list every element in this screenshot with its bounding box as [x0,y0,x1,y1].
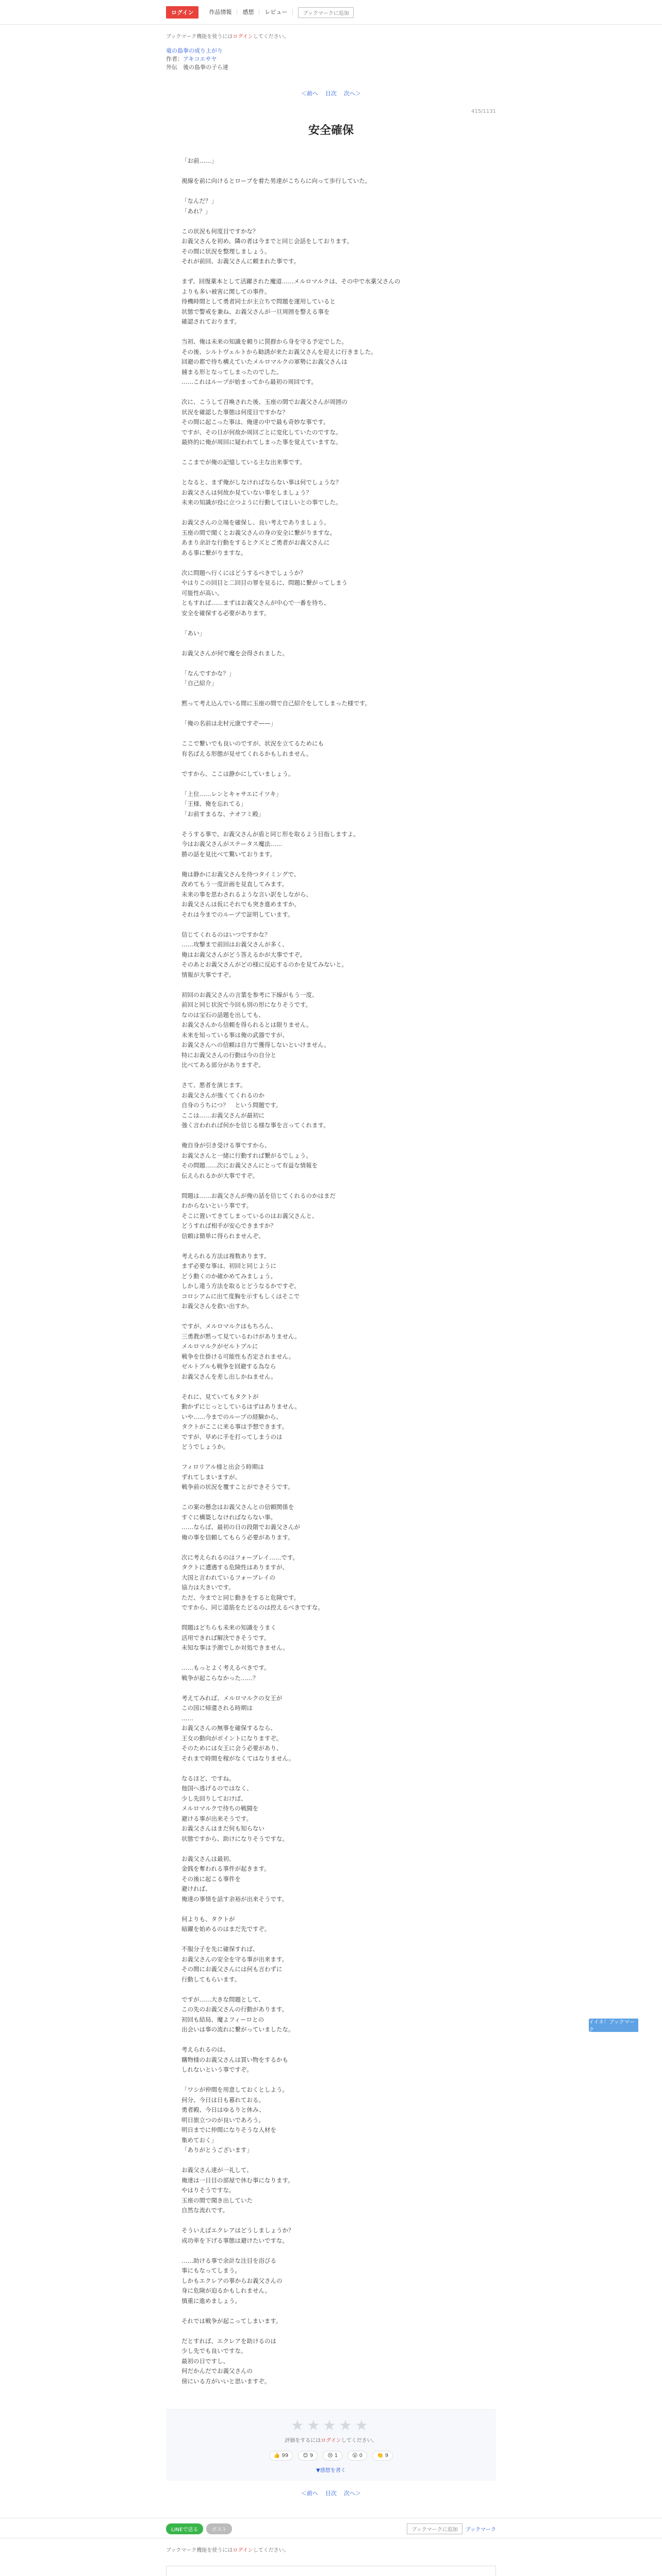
add-bookmark-button[interactable]: ブックマークに追加 [298,7,353,18]
body-line: コロシアムに出て度胸を示すもしくはそこで [181,1292,300,1300]
body-line: 金銭を奪われる事件が起きます。 [181,1865,270,1872]
body-line: 未来の事を思わされるような言い訳をしながら、 [181,890,312,898]
body-line: となると、まず俺がしなければならない事は何でしょうな？ [181,479,342,486]
body-line: 黙って考え込んでいる間に玉座の間で自己紹介をしてしまった様です。 [181,700,371,707]
body-line [181,1543,481,1553]
body-line: 俺達の事情を話す余裕が出来そうです。 [181,1895,288,1903]
author-link[interactable]: アキコエサヤ [183,56,217,62]
body-line: やはりそうですな。 [181,2187,235,2194]
body-line: 情報が大事ですぞ。 [181,971,235,978]
body-line: お義父さんへの信頼は自力で獲得しないといけません。 [181,1041,330,1048]
body-line: どうでしょうか。 [181,1443,229,1450]
body-line [181,2075,481,2086]
share-bar [0,2518,662,2538]
body-line: ……攻撃まで前回はお義父さんが多く、 [181,941,288,948]
side-bookmark-button[interactable]: イイネ！ブックマーク [589,2019,638,2032]
body-line: お義父さんと一緒に行動すれば繋がるでしょう。 [181,1151,312,1159]
body-line: 戦争が起こらなかった……？ [181,1674,259,1682]
body-line: 大国と言われているフォーブレイの [181,1573,275,1581]
body-line: ですから、ここは静かにしていましょう。 [181,770,294,777]
body-line: 視線を前に向けるとローブを着た男達がこちらに向って歩行していた。 [181,177,371,184]
rating-note-prefix: 評価をするには [285,2438,321,2444]
body-line: 信頼は簡単に得られませんぞ。 [181,1232,264,1240]
body-line [181,819,481,829]
body-line: タクトに遭遇する危険性はありますが、 [181,1564,288,1571]
rating-login-link[interactable]: ログイン [321,2438,341,2444]
body-line: ですが、早めに手を打ってしまうのは [181,1433,283,1440]
body-line: お義父さんの立場を確保し、良い考えでありましょう。 [181,519,330,526]
reviews-box [166,2566,496,2576]
body-line: ただ、今までと同じ動きをすると危険です。 [181,1594,300,1601]
rating-box [166,2409,496,2481]
body-line: お義父さんを初め、隣の者は今までと同じ会話をしております。 [181,238,353,245]
body-line: ずれてしまいますが、 [181,1473,241,1481]
body-line: 次に考えられるのはフォーブレイ……です。 [181,1553,299,1561]
body-line [181,1935,481,1945]
body-line: この国に帰還される時期は [181,1704,253,1711]
body-line: ……これはループが始まってから最初の周回です。 [181,378,318,385]
body-line: 勝の話を見比べて驚いております。 [181,850,276,858]
body-line: 「お前……」 [181,157,217,164]
prev-link[interactable]: ＜前へ [301,90,318,97]
body-line: 少し先でも良いですな。 [181,2347,247,2354]
body-line: ここまでが俺の記憶している主な出来事です。 [181,459,306,466]
bookmark-note-suffix: してください。 [253,34,289,40]
body-line: なるほど、ですね。 [181,1774,235,1782]
nav-work-info[interactable]: 作品情報 [204,9,237,15]
body-line: ある事に繋がりますな。 [181,549,247,556]
reaction-smile[interactable]: 😊 9 [298,2451,318,2461]
page-number: 415/1131 [471,109,496,114]
body-line: 「王様、俺を忘れてる」 [181,800,247,807]
body-line [181,1613,481,1623]
body-line: フィロリアル様と出会う時期は [181,1463,264,1470]
body-line: 事にもなってしまう。 [181,2267,241,2274]
next-link[interactable]: 次へ＞ [344,90,361,97]
body-line: お義父さんが何で魔を会得されました。 [181,649,288,657]
body-line: 傍にいる方がいいと思いますぞ。 [181,2377,271,2385]
line-share-button[interactable]: LINEで送る [166,2523,203,2534]
body-line: 強く言われれば何かを信じる様な事を言ってくれます。 [181,1122,329,1129]
body-line [181,1493,481,1503]
body-line: さて、悪者を演じます。 [181,1081,246,1089]
body-line [181,2246,481,2256]
body-line: 集めておく」 [181,2136,217,2144]
body-line [181,1241,481,1251]
body-line [181,638,481,649]
body-line: 可能性が高い。 [181,589,223,597]
body-line: 安全を確保する必要があります。 [181,609,270,617]
body-line: ですが、その日が何故か周回ごとに変化していたのですな。 [181,428,342,436]
body-line: 考えられるのは、 [181,2046,229,2053]
body-line: 避ける事が出来そうです。 [181,1815,253,1822]
body-line: 活用できれば解決できそうです。 [181,1634,270,1641]
body-line: 未来の知識が役に立つように行動してほしいとの事でした。 [181,499,342,506]
bookmark-note-bottom-suffix: してください。 [253,2548,289,2553]
body-line: ……助ける事で余計な注目を浴びる [181,2257,276,2264]
body-line [181,1683,481,1693]
body-line [181,1131,481,1141]
author-line [166,55,496,63]
body-line [181,267,481,277]
body-line: この先のお義父さんの行動があります。 [181,2006,288,2013]
body-line: 明日旅立つのが良いであろう。 [181,2116,264,2124]
body-line: 身に危険が迫るかもしれません。 [181,2287,271,2294]
body-line: その間に起こった事は、俺達の中で最も奇妙な事です。 [181,418,329,426]
body-line: 協力は大きいです。 [181,1584,235,1591]
bookmark-note-bottom [166,2538,496,2553]
body-line: 俺の事を信頼してもらう必要があります。 [181,1533,294,1541]
body-line: それでは戦争が起こってしまいます。 [181,2317,282,2325]
body-line [181,1904,481,1914]
body-line [181,216,481,227]
body-line: 購物様のお義父さんは買い物をするかも [181,2056,288,2063]
body-line [181,166,481,177]
body-line: そのためには女王に会う必要があり、 [181,1744,283,1752]
body-line: ゼルトブルも戦争を回避する為なら [181,1363,276,1370]
body-line: 次に、こうして召喚された後、玉座の間でお義父さんが周囲の [181,398,347,405]
body-line: 自身のうちにつ？ という問題です。 [181,1101,282,1109]
series-title-link[interactable]: 竜の島拳の成り上がり [166,47,223,54]
body-line: 成功率を下げる事態は避けたいですな。 [181,2236,288,2244]
prev-link-bottom[interactable]: ＜前へ [301,2490,318,2497]
body-line: ……もっとよく考えるべきです。 [181,1664,270,1671]
add-bookmark-button-bottom[interactable]: ブックマークに追加 [407,2523,462,2534]
body-line: 動かずにじっとしているはずはありません。 [181,1403,301,1410]
body-line: お義父さんの無事を確保するなら、 [181,1724,276,1732]
body-line [181,187,481,197]
body-line: 状態ですから、助けになりそうですな。 [181,1835,288,1842]
body-line: 明日までに仲間になりそうな人材を [181,2126,276,2133]
body-line: 確認されております。 [181,318,241,325]
write-impression-link[interactable]: ▼感想を書く [316,2468,346,2473]
body-line: 「俺の名前は北村元康ですぞ——」 [181,720,276,727]
body-line [181,1844,481,1854]
toc-link-bottom[interactable]: 目次 [325,2490,337,2497]
body-line: 「なんだ？」 [181,197,217,205]
body-line [181,859,481,870]
body-line: 次に問題へ行くにはどうするべきでしょうか？ [181,569,306,577]
body-line: 「ワシが仲間を用意しておくとしよう。 [181,2086,288,2093]
body-line [181,2216,481,2226]
body-line: それは今までのループで証明しています。 [181,910,294,918]
bookmark-note [166,25,496,40]
body-line: ここは……お義父さんが最初に [181,1111,264,1119]
body-line: わからないという事です。 [181,1202,253,1209]
login-button[interactable]: ログイン [166,6,198,19]
body-line [181,689,481,699]
body-line [181,618,481,629]
body-line [181,2306,481,2316]
body-line: 改めてもう一度計画を見直してみます。 [181,880,288,888]
body-line: そのあとお義父さんがどの様に反応するのかを見てみないと。 [181,961,347,968]
body-line [181,1312,481,1322]
body-line: お義父さんを救い出すか。 [181,1302,253,1310]
body-line: 状態で警戒を兼ね、お義父さんが一旦周囲を整える事を [181,308,330,315]
body-line: 出会いは事の流れに繋がっていましたな。 [181,2026,294,2033]
body-line: 「なんですかな？」 [181,669,235,677]
body-line: 行動してもらいます。 [181,1975,241,1983]
body-line [181,709,481,719]
body-line: 「自己紹介」 [181,680,217,687]
body-line [181,980,481,990]
body-line: そういえばエクレアはどうしましょうか？ [181,2227,294,2234]
body-line: メルロマルクがゼルトブルに [181,1343,258,1350]
bookmark-note-bottom-prefix: ブックマーク機能を使うには [166,2548,233,2553]
body-line: その後、シルトヴェルトから勧誘が来たお義父さんを迎えに行きました。 [181,348,377,355]
body-line: よりも多い被害に関しての事件。 [181,287,271,295]
body-line: 待機時間として勇者同士が主立ちで問題を運用していると [181,298,336,305]
body-line [181,2156,481,2166]
body-line: まず必要な事は、初回と同じように [181,1262,276,1269]
body-line: お義父さんは仮にそれでも突き進めますか。 [181,901,300,908]
body-line [181,387,481,398]
body-line: お義父さんは最初、 [181,1855,235,1862]
bookmark-login-link-bottom[interactable]: ログイン [233,2548,253,2553]
body-line [181,759,481,769]
body-line: その後に起こる事件を [181,1875,241,1883]
body-line: 前回と同じ状況で今回も別の形になりそうです。 [181,1001,312,1008]
body-line: 未来を知っている事は俺の武器ですが、 [181,1031,288,1039]
body-line: 慎重に進めましょう。 [181,2297,241,2304]
body-line [181,558,481,568]
body-line: 「あい」 [181,629,205,637]
body-line: どう動くのか確かめてみましょう。 [181,1272,276,1280]
body-line: 状況を確認した事態は何度目ですかな？ [181,408,288,416]
body-line: タクトがここに来る事は予想できます。 [181,1423,288,1430]
body-line: 捕まる形となってしまったのでした。 [181,368,283,376]
body-line: どうすれば相手が安心できますか？ [181,1222,276,1229]
body-line: お義父さんを差し出しかねません。 [181,1372,277,1380]
body-line: 勇者殿、今日はゆるりと休み、 [181,2106,265,2113]
body-line [181,448,481,458]
body-line: しれないという事ですぞ。 [181,2066,253,2073]
post-share-button[interactable]: ポスト [206,2523,232,2534]
body-line: 比べてある部分がありますぞ。 [181,1061,264,1069]
body-line: やはりこの回目と二回目の罪を見るに、問題に繋がってしまう [181,579,347,586]
body-line: それまで時間を稼がなくてはなりません。 [181,1754,295,1762]
body-line [181,779,481,789]
reaction-cry[interactable]: 😢 1 [323,2451,342,2461]
body-line: この案の懸念はお義父さんとの信頼関係を [181,1503,294,1511]
body-line: お義父さん達が一礼して、 [181,2166,253,2174]
body-line: 初回のお義父さんの言葉を参考に下線がもう一度、 [181,991,318,998]
body-line: ここで繋いでも良いのですが、状況を立てるためにも [181,740,324,747]
nav-review[interactable]: レビュー [259,9,293,15]
body-line: …… [181,1714,193,1722]
body-line: しかもエクレアの事からお義父さんの [181,2277,283,2284]
episode-title: 安全確保 [308,124,354,137]
bottom-pager [166,2489,496,2497]
body-line: いや……今までのループの経験から、 [181,1413,282,1420]
body-line: それに、見ていてもタクトが [181,1393,259,1400]
body-line: あまり余計な行動をするとクズとご勇者がお義父さんに [181,539,330,546]
body-line: 暗躍を始めるのはまだ先ですぞ。 [181,1925,271,1933]
reaction-clap[interactable]: 👏 9 [372,2451,393,2461]
body-line [181,1071,481,1081]
body-line: メルロマルクで待ちの戦闘を [181,1805,259,1812]
body-line: 俺は静かにお義父さんを待つタイミングで、 [181,870,300,878]
bookmark-button[interactable]: ブックマーク [465,2527,496,2533]
rating-stars[interactable]: ★★★★★ [291,2417,371,2434]
body-line: ともすれば……まずはお義父さんが中心で一番を待ち、 [181,599,330,606]
body-line: 「上位……レンとキャサエにイツキ」 [181,790,282,798]
body-line [181,1764,481,1774]
body-line: ですが……大きな問題として、 [181,1995,264,2003]
body-line: 「ありがとうございます」 [181,2146,253,2154]
top-pager [166,89,496,97]
body-line: お義父さんはまだ何も知らない [181,1825,264,1832]
breadcrumb [166,40,496,72]
body-line: 回避の都で待ち構えていたメルロマルクの軍勢にお義父さんは [181,358,347,365]
body-line: 今はお義父さんがステータス魔法…… [181,840,283,848]
body-line: すぐに構築しなければならない事。 [181,1513,276,1521]
novel-body [166,156,496,2386]
body-line: 戦争前の状況を覆すことができそうです。 [181,1483,294,1490]
body-line: 俺自身が引き受ける事ですから、 [181,1142,271,1149]
body-line: お義父さんから信頼を得られるとは限りません。 [181,1021,312,1028]
body-line: 自然な流れです。 [181,2207,229,2214]
body-line: 考えられる方法は複数あります。 [181,1252,270,1260]
nav-impressions[interactable]: 感想 [237,9,259,15]
body-line: 三勇教が黙って見ているわけがありません。 [181,1332,301,1340]
body-line: 最初の日ですし、 [181,2357,229,2365]
body-line: 他国へ逃げるのではなく、 [181,1785,253,1792]
body-line: 戦争を仕掛ける可能性も否定されません。 [181,1352,295,1360]
body-line [181,1452,481,1463]
reaction-surprise[interactable]: 😮 0 [347,2451,367,2461]
body-line: お義父さんは何故か見ていない事をしましょう？ [181,488,312,496]
body-line: その問題……次にお義父さんにとって有益な情報を [181,1162,318,1169]
body-line: 特にお義父さんの行動は今の自分と [181,1051,276,1059]
body-line [181,658,481,669]
body-line: この状況も何度目ですかな？ [181,227,259,235]
rating-note-suffix: してください。 [341,2438,377,2444]
body-line: 玉座の間で聞き出していた [181,2196,253,2204]
body-line: だとすれば、エクレアを助けるのは [181,2337,276,2345]
body-line: 不服分子を先に確保すれば、 [181,1945,259,1953]
body-line: 問題はどちらも未来の知識をうまく [181,1624,276,1631]
body-line: 避ければ、 [181,1885,211,1892]
chapter-label: 外伝 後の島拳の子ら達 [166,64,228,71]
body-line: 初回も結局、魔よフィーロとの [181,2015,264,2023]
body-line: 俺はお義父さんがどう答えるかが大事ですぞ。 [181,951,306,958]
next-link-bottom[interactable]: 次へ＞ [344,2490,361,2497]
body-line: そうする事で、お義父さんが盾と同じ形を取るよう目指しますよ。 [181,830,359,838]
body-line: 伝えられるかが大事ですぞ。 [181,1172,259,1179]
body-line: 俺達は一日目の部屋で休む事になります。 [181,2176,294,2184]
toc-link[interactable]: 目次 [325,90,337,97]
body-line [181,1653,481,1664]
body-line: ですから、同じ道筋をたどるのは控えるべきですな。 [181,1604,324,1611]
body-line [181,508,481,518]
reaction-good[interactable]: 👍 99 [269,2451,293,2461]
bookmark-login-link[interactable]: ログイン [233,34,253,40]
body-line: 未知な事は予測でしか対処できません。 [181,1644,289,1651]
body-line: 考えてみれば、メルロマルクの女王が [181,1694,283,1702]
bookmark-note-prefix: ブックマーク機能を使うには [166,34,233,40]
body-line: ですが、メルロマルクはもちろん、 [181,1323,277,1330]
body-line [181,327,481,337]
body-line: そこに置いてきてしまっているのはお義父さんと、 [181,1212,318,1219]
body-line [181,920,481,930]
body-line [181,1382,481,1392]
body-line: 当初、俺は未来の知識を頼りに罠群から身を守る予定でした。 [181,338,347,345]
body-line: 問題は……お義父さんが俺の話を信じてくれるのかはまだ [181,1192,336,1199]
body-line [181,468,481,478]
body-line [181,1181,481,1191]
body-line: しかし違う方法を取るとどうなるかですぞ。 [181,1282,300,1290]
rating-note [166,2436,496,2444]
body-line [181,1985,481,1995]
body-line: その間に状況を整理しましょう。 [181,247,271,255]
body-line: まず、回復薬本として活躍された魔道……メルロマルクは、その中で水薬父さんの [181,278,401,285]
body-line: 何だかんだでお義父さんの [181,2367,253,2375]
body-line: 「あれ？」 [181,207,211,215]
body-line: お義父さんが強くてくれるのか [181,1091,264,1099]
body-line: 何よりも、タクトが [181,1915,235,1923]
body-line: 最終的に俺が周回に疑われてしまった事を覚えていますな。 [181,438,342,446]
reviews-title [167,2566,495,2576]
body-line: 玉座の間で聞くとお義父さんの身の安全に繋がりますな。 [181,529,336,536]
body-line: その間にお義父さんには何も言わずに [181,1965,283,1973]
body-line: 王女の動向がポイントになりますぞ。 [181,1734,283,1742]
body-line: 信じてくれるのはいつですかな？ [181,930,271,938]
body-line: ……ならば、最初の日の段階でお義父さんが [181,1523,300,1531]
body-line [181,729,481,739]
body-line: 少し先回りしておけば、 [181,1794,247,1802]
author-label: 作者： [166,56,183,62]
body-line: なのは宝石の話題を出しても、 [181,1011,264,1019]
top-bar [0,0,662,25]
body-line [181,2326,481,2336]
body-line: 有名ばえる形態が見せてくれるかもしれません。 [181,750,312,757]
body-line: 何分、今日は日も暮れておる。 [181,2096,264,2104]
body-line: それが前回、お義父さんに頼まれた事です。 [181,258,300,265]
body-line: お義父さんの安全を守る事が出来ます。 [181,1955,288,1963]
body-line: 「お前すまるな、ナオフミ殿」 [181,810,264,818]
body-line [181,2035,481,2045]
reaction-list [166,2451,496,2461]
